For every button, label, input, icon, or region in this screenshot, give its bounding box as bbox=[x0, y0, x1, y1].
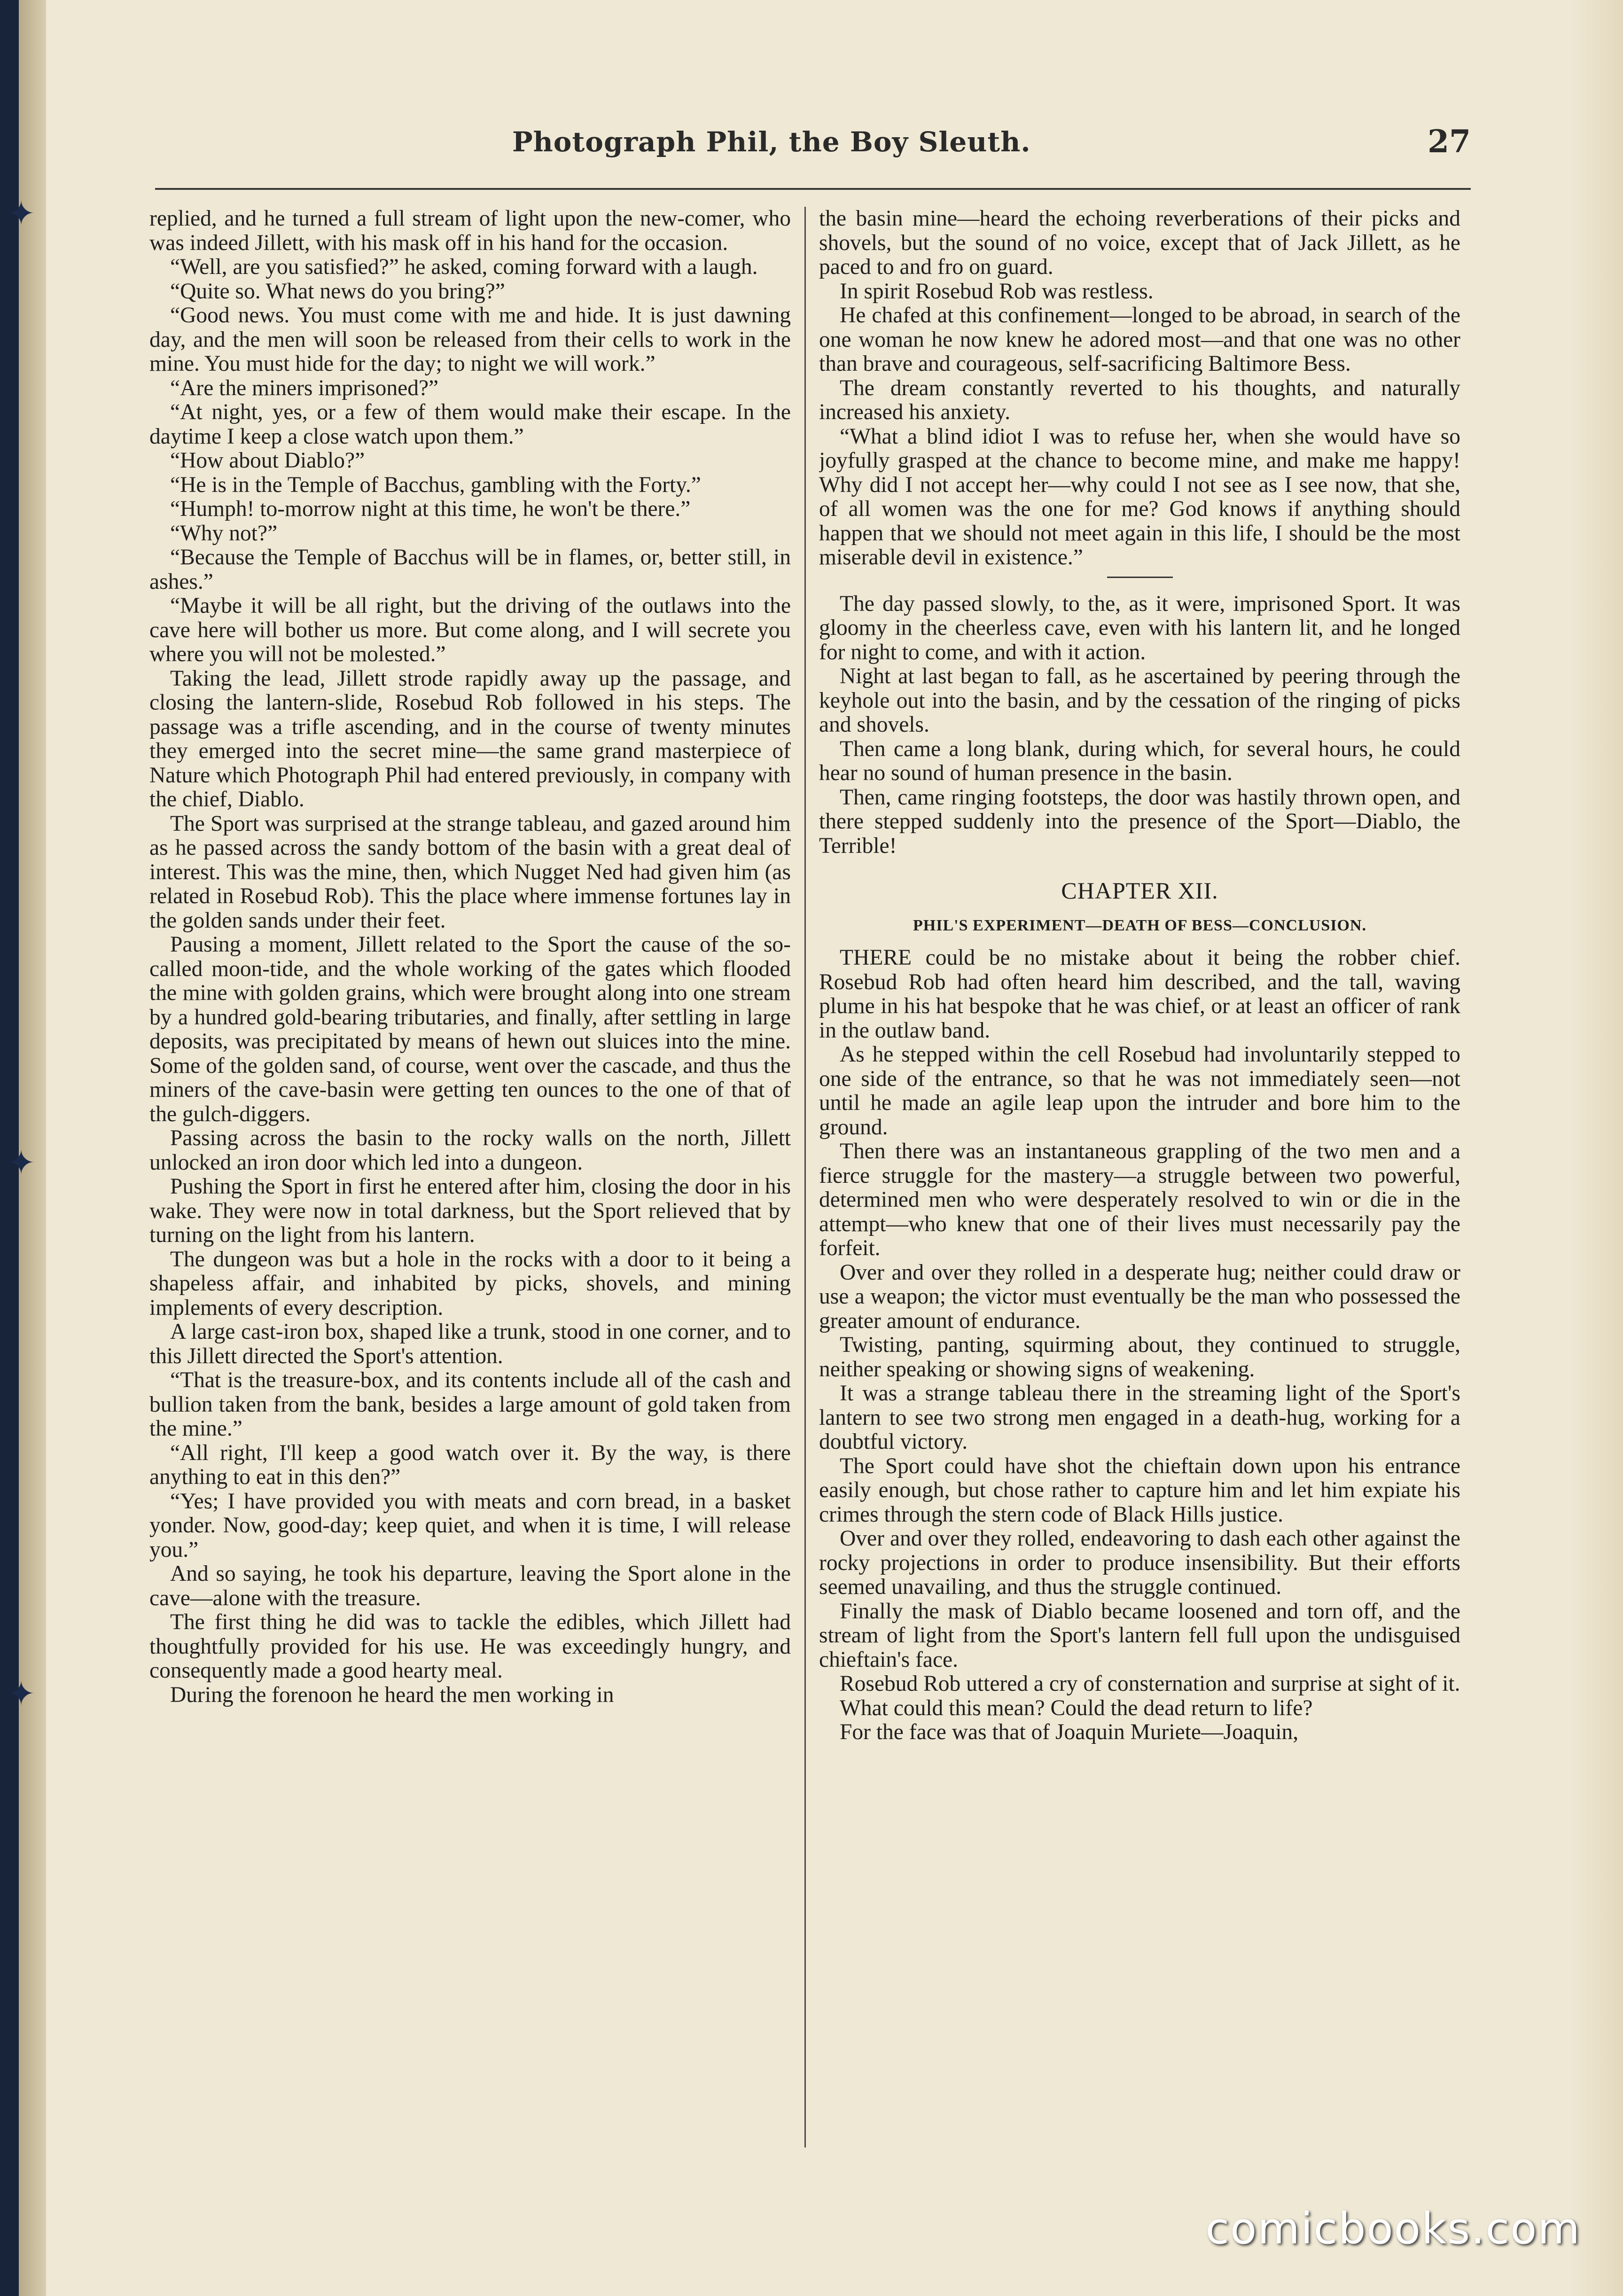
section-break-rule bbox=[1107, 577, 1173, 578]
paragraph: A large cast-iron box, shaped like a trunk, stood in one corner, and to this Jillett directed the Sport's attention. bbox=[149, 1320, 791, 1368]
paragraph: For the face was that of Joaquin Muriete—Joaquin, bbox=[840, 1720, 1299, 1744]
column-divider bbox=[804, 207, 806, 2148]
paragraph: The dream constantly reverted to his thoughts, and naturally increased his anxiety. bbox=[819, 375, 1460, 424]
paragraph: “Maybe it will be all right, but the driving of the outlaws into the cave here will bother us more. But come along, and I will secrete you where you will not be molested.” bbox=[149, 594, 791, 666]
paragraph: What could this mean? Could the dead return to life? bbox=[840, 1695, 1313, 1720]
paragraph: Then came a long blank, during which, for several hours, he could hear no sound of human presence in the basin. bbox=[819, 736, 1460, 785]
paragraph: It was a strange tableau there in the streaming light of the Sport's lantern to see two strong men engaged in a death-hug, working for a doubtful victory. bbox=[819, 1381, 1460, 1454]
right-column-part-2 bbox=[819, 592, 1460, 859]
paragraph: “At night, yes, or a few of them would make their escape. In the daytime I keep a close watch upon them.” bbox=[149, 400, 791, 449]
paragraph: Passing across the basin to the rocky walls on the north, Jillett unlocked an iron door which led into a dungeon. bbox=[149, 1126, 791, 1175]
paragraph: “Why not?” bbox=[170, 521, 278, 546]
paragraph: Taking the lead, Jillett strode rapidly away up the passage, and closing the lantern-slide, Rosebud Rob followed in his steps. The passage was a trifle ascending, and in the course of twenty minutes they emerged into the secret mine—the same grand masterpiece of Nature which Photograph Phil had entered previously, in company with the chief, Diablo. bbox=[149, 666, 791, 812]
left-column bbox=[149, 207, 791, 2152]
binding-staple-icon: ✦ bbox=[7, 195, 36, 233]
paragraph: The dungeon was but a hole in the rocks with a door to it being a shapeless affair, and inhabited by picks, shovels, and mining implements of every description. bbox=[149, 1247, 791, 1320]
running-title: Photograph Phil, the Boy Sleuth. bbox=[512, 126, 1031, 158]
header-rule bbox=[155, 188, 1471, 190]
paragraph: Twisting, panting, squirming about, they continued to struggle, neither speaking or showing signs of weakening. bbox=[819, 1333, 1460, 1382]
paragraph: “All right, I'll keep a good watch over it. By the way, is there anything to eat in this den?” bbox=[149, 1440, 791, 1489]
paragraph: “Yes; I have provided you with meats and corn bread, in a basket yonder. Now, good-day; keep quiet, and when it is time, I will release you.” bbox=[149, 1489, 791, 1562]
paragraph: Over and over they rolled, endeavoring to dash each other against the rocky projections in order to produce insensibility. But their efforts seemed unavailing, and thus the struggle continued. bbox=[819, 1526, 1460, 1599]
paragraph: “Humph! to-morrow night at this time, he won't be there.” bbox=[170, 497, 691, 521]
paragraph: The Sport was surprised at the strange tableau, and gazed around him as he passed across the sandy bottom of the basin with a great deal of interest. This was the mine, then, which Nugget Ned had given him (as related in Rosebud Rob). This the place where immense fortunes lay in the golden sands under their feet. bbox=[149, 811, 791, 933]
paragraph: Rosebud Rob uttered a cry of consternation and surprise at sight of it. bbox=[840, 1671, 1460, 1696]
paragraph: The Sport could have shot the chieftain down upon his entrance easily enough, but chose rather to capture him and let him expiate his crimes through the stern code of Black Hills justice. bbox=[819, 1453, 1460, 1527]
chapter-subtitle: PHIL'S EXPERIMENT—DEATH OF BESS—CONCLUSION. bbox=[913, 916, 1366, 934]
page-number: 27 bbox=[1428, 123, 1471, 160]
paragraph: Then, came ringing footsteps, the door was hastily thrown open, and there stepped suddenly into the presence of the Sport—Diablo, the Terrible! bbox=[819, 785, 1460, 858]
paragraph: Night at last began to fall, as he ascertained by peering through the keyhole out into the basin, and by the cessation of the ringing of picks and shovels. bbox=[819, 664, 1460, 737]
paragraph: “Good news. You must come with me and hide. It is just dawning day, and the men will soon be released from their cells to work in the mine. You must hide for the day; to night we will work.” bbox=[149, 303, 791, 376]
paragraph: “Are the miners imprisoned?” bbox=[170, 375, 439, 400]
paragraph: And so saying, he took his departure, leaving the Sport alone in the cave—alone with the treasure. bbox=[149, 1562, 791, 1610]
watermark: comicbooks.com bbox=[1205, 2203, 1581, 2254]
paragraph: As he stepped within the cell Rosebud had involuntarily stepped to one side of the entrance, so that he was not immediately seen—not until he made an agile leap upon the intruder and bore him to the ground. bbox=[819, 1042, 1460, 1140]
paragraph: He chafed at this confinement—longed to be abroad, in search of the one woman he now knew he adored most—and that one was no other than brave and courageous, self-sacrificing Baltimore Bess. bbox=[819, 303, 1460, 376]
paragraph: Then there was an instantaneous grappling of the two men and a fierce struggle for the mastery—a struggle between two powerful, determined men who were desperately resolved to win or die in the attempt—who knew that one of their lives must necessarily pay the forfeit. bbox=[819, 1139, 1460, 1260]
paragraph: “How about Diablo?” bbox=[170, 448, 365, 473]
binding-staple-icon: ✦ bbox=[7, 1144, 36, 1182]
paragraph: “Well, are you satisfied?” he asked, coming forward with a laugh. bbox=[170, 255, 758, 279]
paragraph: In spirit Rosebud Rob was restless. bbox=[840, 279, 1154, 304]
right-column-part-1 bbox=[819, 207, 1460, 570]
paragraph: Pushing the Sport in first he entered after him, closing the door in his wake. They were now in total darkness, but the Sport relieved that by turning on the light from his lantern. bbox=[149, 1174, 791, 1247]
paragraph: Finally the mask of Diablo became loosened and torn off, and the stream of light from the Sport's lantern fell full upon the undisguised chieftain's face. bbox=[819, 1599, 1460, 1672]
paragraph: The day passed slowly, to the, as it were, imprisoned Sport. It was gloomy in the cheerless cave, even with his lantern lit, and he longed for night to come, and with it action. bbox=[819, 591, 1460, 664]
right-column-part-3 bbox=[819, 946, 1460, 1745]
paragraph: “Because the Temple of Bacchus will be in flames, or, better still, in ashes.” bbox=[149, 545, 791, 594]
paragraph: “That is the treasure-box, and its contents include all of the cash and bullion taken from the bank, besides a large amount of gold taken from the mine.” bbox=[149, 1368, 791, 1441]
paragraph: “Quite so. What news do you bring?” bbox=[170, 279, 505, 304]
binding-staple-icon: ✦ bbox=[7, 1675, 36, 1713]
paragraph: replied, and he turned a full stream of light upon the new-comer, who was indeed Jillett, with his mask off in his hand for the occasion. bbox=[149, 207, 791, 255]
paragraph: THERE could be no mistake about it being the robber chief. Rosebud Rob had often heard him described, and the tall, waving plume in his hat bespoke that he was chief, or at least an officer of rank in the outlaw band. bbox=[819, 945, 1460, 1043]
page-header bbox=[155, 123, 1471, 170]
paragraph: During the forenoon he heard the men working in bbox=[170, 1682, 614, 1707]
chapter-title: CHAPTER XII. bbox=[1061, 877, 1218, 904]
paragraph: The first thing he did was to tackle the edibles, which Jillett had thoughtfully provided for his use. He was exceedingly hungry, and consequently made a good hearty meal. bbox=[149, 1610, 791, 1683]
paragraph: Over and over they rolled in a desperate hug; neither could draw or use a weapon; the victor must eventually be the man who possessed the greater amount of endurance. bbox=[819, 1260, 1460, 1333]
right-column bbox=[819, 207, 1460, 2152]
paragraph: “He is in the Temple of Bacchus, gambling with the Forty.” bbox=[170, 472, 701, 497]
paragraph: the basin mine—heard the echoing reverberations of their picks and shovels, but the sound of no voice, except that of Jack Jillett, as he paced to and fro on guard. bbox=[819, 207, 1460, 279]
paragraph: “What a blind idiot I was to refuse her, when she would have so joyfully grasped at the chance to become mine, and make me happy! Why did I not accept her—why could I not see as I see now, that she, of all women was the one for me? God knows if anything should happen that we should not meet again in this life, I should be the most miserable devil in existence.” bbox=[819, 424, 1460, 570]
paragraph: Pausing a moment, Jillett related to the Sport the cause of the so-called moon-tide, and the whole working of the gates which flooded the mine with golden grains, which were brought along into one stream by a hundred gold-bearing tributaries, and finally, after settling in large deposits, was precipitated by means of hewn out sluices into the mine. Some of the golden sand, of course, went over the cascade, and thus the miners of the cave-basin were getting ten ounces to the one of that of the gulch-diggers. bbox=[149, 932, 791, 1126]
